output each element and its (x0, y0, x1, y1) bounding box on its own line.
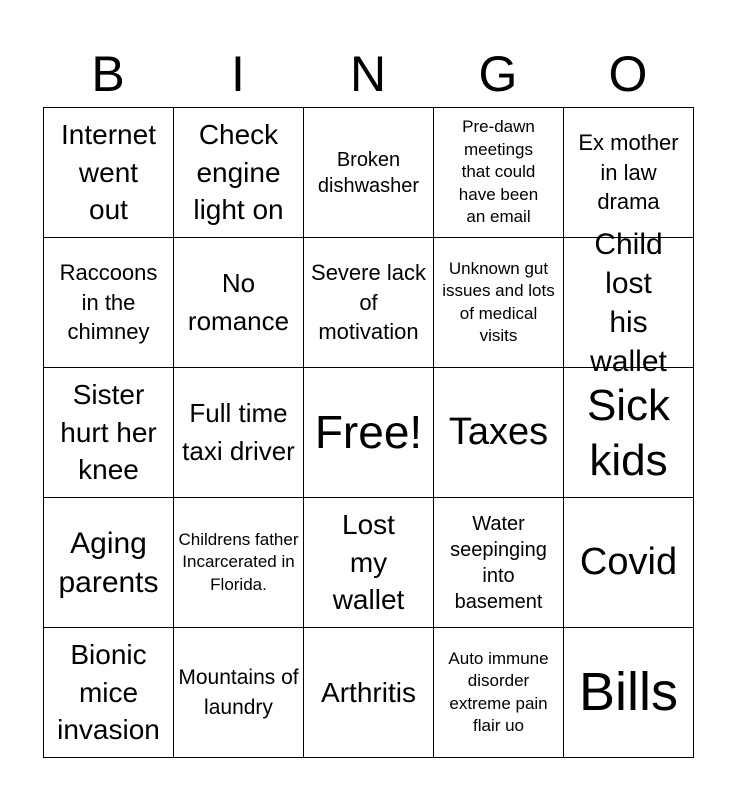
bingo-cell-r1c1[interactable]: Internet went out (44, 108, 174, 238)
bingo-cell-r4c3[interactable]: Lost my wallet (304, 498, 434, 628)
bingo-cell-r3c3[interactable]: Free! (304, 368, 434, 498)
bingo-cell-r5c2[interactable]: Mountains of laundry (174, 628, 304, 758)
bingo-cell-r5c5[interactable]: Bills (564, 628, 694, 758)
header-letter-g: G (478, 46, 518, 102)
bingo-cell-r1c5[interactable]: Ex mother in law drama (564, 108, 694, 238)
bingo-cell-r2c5[interactable]: Child lost his wallet (564, 238, 694, 368)
bingo-cell-r5c4[interactable]: Auto immune disorder extreme pain flair uo (434, 628, 564, 758)
header-letter-i: I (231, 46, 245, 102)
bingo-cell-r3c4[interactable]: Taxes (434, 368, 564, 498)
bingo-cell-r2c3[interactable]: Severe lack of motivation (304, 238, 434, 368)
bingo-cell-r4c2[interactable]: Childrens father Incarcerated in Florida. (174, 498, 304, 628)
bingo-cell-r2c1[interactable]: Raccoons in the chimney (44, 238, 174, 368)
header-letter-o: O (608, 46, 648, 102)
bingo-cell-r2c4[interactable]: Unknown gut issues and lots of medical visits (434, 238, 564, 368)
bingo-cell-r3c5[interactable]: Sick kids (564, 368, 694, 498)
bingo-board (43, 107, 694, 758)
header-letter-n: N (349, 46, 387, 102)
bingo-cell-r5c3[interactable]: Arthritis (304, 628, 434, 758)
bingo-cell-r2c2[interactable]: No romance (174, 238, 304, 368)
bingo-cell-r4c5[interactable]: Covid (564, 498, 694, 628)
bingo-cell-r1c3[interactable]: Broken dishwasher (304, 108, 434, 238)
header-letter-b: B (91, 46, 125, 102)
bingo-cell-r1c2[interactable]: Check engine light on (174, 108, 304, 238)
bingo-header (43, 40, 693, 108)
bingo-cell-r4c1[interactable]: Aging parents (44, 498, 174, 628)
bingo-cell-r3c1[interactable]: Sister hurt her knee (44, 368, 174, 498)
bingo-cell-r5c1[interactable]: Bionic mice invasion (44, 628, 174, 758)
bingo-cell-r4c4[interactable]: Water seepinging into basement (434, 498, 564, 628)
bingo-cell-r1c4[interactable]: Pre-dawn meetings that could have been an email (434, 108, 564, 238)
bingo-cell-r3c2[interactable]: Full time taxi driver (174, 368, 304, 498)
